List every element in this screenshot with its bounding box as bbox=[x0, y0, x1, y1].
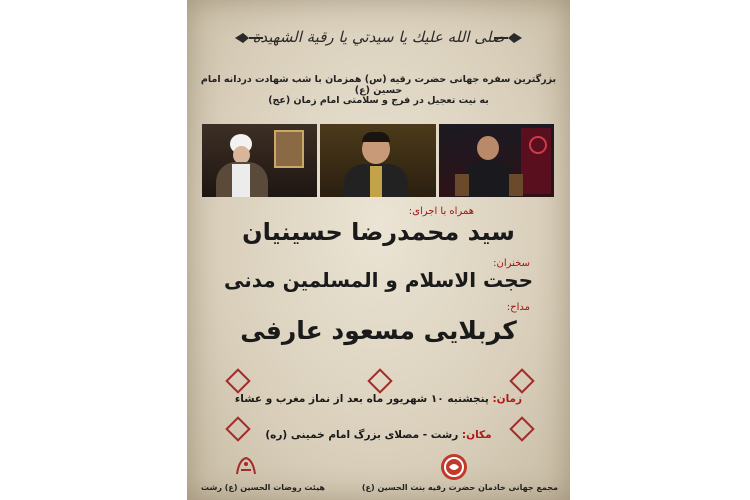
intro-line-2: به نیت تعجیل در فرج و سلامتی امام زمان (عج) bbox=[268, 95, 489, 106]
eulogist-label: مداح: bbox=[506, 302, 530, 313]
place-value: رشت - مصلای بزرگ امام خمینی (ره) bbox=[265, 429, 459, 441]
footer-left: هیئت روضات الحسین (ع) رشت bbox=[201, 483, 325, 492]
time-line bbox=[187, 393, 570, 405]
diamond-ornament bbox=[367, 368, 392, 393]
photo-cleric bbox=[202, 124, 317, 197]
place-key: مکان: bbox=[461, 429, 492, 441]
eulogist-name: کربلایی مسعود عارفی bbox=[240, 316, 517, 345]
place-line bbox=[187, 429, 570, 441]
intro-line-1: بزرگترین سفره جهانی حضرت رقیه (س) همزمان با شب شهادت دردانه امام حسین (ع) bbox=[200, 74, 557, 96]
event-poster bbox=[187, 0, 570, 500]
photo-eulogist bbox=[439, 124, 554, 197]
rowzat-logo-icon bbox=[231, 452, 261, 482]
speaker-name: حجت الاسلام و المسلمین مدنی bbox=[223, 268, 534, 292]
roqayeh-logo-icon bbox=[439, 452, 469, 482]
performer-name: سید محمدرضا حسینیان bbox=[242, 218, 515, 246]
speaker-label: سخنران: bbox=[493, 258, 530, 269]
diamond-ornament bbox=[509, 368, 534, 393]
time-value: پنجشنبه ۱۰ شهریور ماه بعد از نماز مغرب و عشاء bbox=[234, 393, 489, 405]
diamond-ornament bbox=[225, 368, 250, 393]
time-key: زمان: bbox=[492, 393, 523, 405]
footer-right: مجمع جهانی خادمان حضرت رقیه بنت الحسین (ع) bbox=[361, 483, 558, 492]
performer-label: همراه با اجرای: bbox=[408, 206, 474, 217]
photo-strip bbox=[202, 124, 554, 197]
photo-performer bbox=[320, 124, 435, 197]
calligraphy-title: صلى الله عليك يا سيدتي يا رقية الشهيدة bbox=[252, 28, 505, 46]
